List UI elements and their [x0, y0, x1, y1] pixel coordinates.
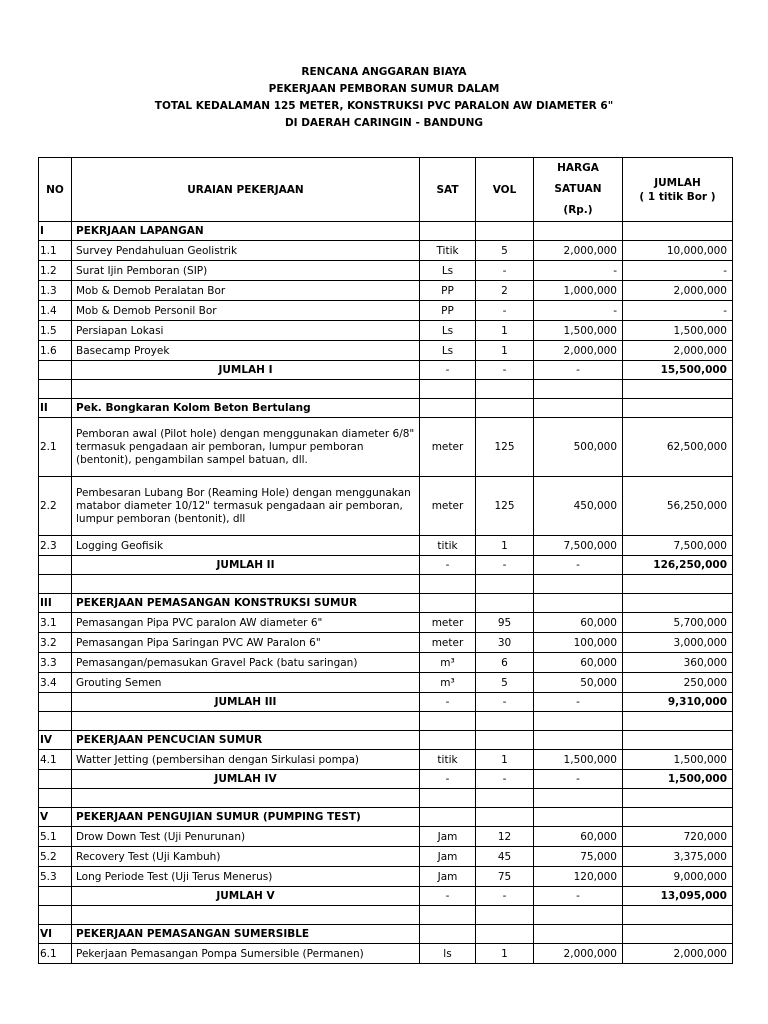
item-number: 1.1 — [39, 241, 72, 261]
empty-cell — [534, 712, 623, 731]
item-number: 1.5 — [39, 321, 72, 341]
item-unit: Jam — [420, 847, 476, 867]
item-description: Persiapan Lokasi — [72, 321, 420, 341]
item-number: 1.3 — [39, 281, 72, 301]
spacer-row — [39, 380, 733, 399]
item-unit-price: - — [534, 261, 623, 281]
item-description: Logging Geofisik — [72, 536, 420, 556]
item-volume: - — [476, 261, 534, 281]
item-unit: Jam — [420, 827, 476, 847]
item-volume: 1 — [476, 944, 534, 964]
empty-cell — [72, 789, 420, 808]
item-volume: - — [476, 301, 534, 321]
item-unit: titik — [420, 536, 476, 556]
section-title: PEKERJAAN PEMASANGAN KONSTRUKSI SUMUR — [72, 594, 420, 613]
item-description: Grouting Semen — [72, 673, 420, 693]
section-total-vol: - — [476, 361, 534, 380]
item-total: 720,000 — [623, 827, 733, 847]
item-unit: titik — [420, 750, 476, 770]
empty-cell — [476, 575, 534, 594]
table-row — [39, 418, 733, 477]
item-description: Long Periode Test (Uji Terus Menerus) — [72, 867, 420, 887]
section-total-label: JUMLAH I — [72, 361, 420, 380]
item-unit: Titik — [420, 241, 476, 261]
item-number: 2.3 — [39, 536, 72, 556]
empty-cell — [534, 399, 623, 418]
empty-cell — [39, 712, 72, 731]
table-row — [39, 613, 733, 633]
empty-cell — [623, 731, 733, 750]
item-unit: meter — [420, 477, 476, 536]
item-unit-price: 50,000 — [534, 673, 623, 693]
empty-cell — [623, 575, 733, 594]
empty-cell — [39, 556, 72, 575]
section-number: V — [39, 808, 72, 827]
header-harga-line-2: SATUAN — [554, 183, 602, 195]
table-header-row — [39, 158, 733, 222]
item-unit: PP — [420, 301, 476, 321]
item-unit: Jam — [420, 867, 476, 887]
item-number: 3.2 — [39, 633, 72, 653]
spacer-row — [39, 906, 733, 925]
item-total: 3,375,000 — [623, 847, 733, 867]
section-header-row — [39, 399, 733, 418]
section-total-amount: 126,250,000 — [623, 556, 733, 575]
empty-cell — [534, 808, 623, 827]
empty-cell — [476, 222, 534, 241]
empty-cell — [534, 575, 623, 594]
empty-cell — [623, 380, 733, 399]
section-total-amount: 15,500,000 — [623, 361, 733, 380]
table-row — [39, 847, 733, 867]
section-total-row — [39, 361, 733, 380]
header-harga-line-1: HARGA — [557, 162, 599, 174]
section-total-row — [39, 693, 733, 712]
item-total: 2,000,000 — [623, 341, 733, 361]
item-total: - — [623, 301, 733, 321]
header-sat: SAT — [420, 158, 476, 222]
section-number: III — [39, 594, 72, 613]
section-total-row — [39, 887, 733, 906]
title-line-2: PEKERJAAN PEMBORAN SUMUR DALAM — [268, 83, 500, 95]
section-title: PEKRJAAN LAPANGAN — [72, 222, 420, 241]
empty-cell — [534, 380, 623, 399]
empty-cell — [534, 222, 623, 241]
item-total: 3,000,000 — [623, 633, 733, 653]
item-unit-price: 450,000 — [534, 477, 623, 536]
section-total-label: JUMLAH V — [72, 887, 420, 906]
empty-cell — [420, 380, 476, 399]
title-line-4: DI DAERAH CARINGIN - BANDUNG — [284, 117, 484, 129]
item-number: 2.2 — [39, 477, 72, 536]
item-description: Pembesaran Lubang Bor (Reaming Hole) dengan menggunakan matabor diameter 10/12" termasuk pengadaan air pemboran, lumpur pemboran (bentonit), dll — [72, 477, 420, 536]
item-unit-price: 500,000 — [534, 418, 623, 477]
empty-cell — [39, 361, 72, 380]
item-volume: 30 — [476, 633, 534, 653]
empty-cell — [420, 808, 476, 827]
section-total-sat: - — [420, 887, 476, 906]
item-volume: 2 — [476, 281, 534, 301]
item-number: 5.1 — [39, 827, 72, 847]
item-unit-price: 1,000,000 — [534, 281, 623, 301]
item-total: 2,000,000 — [623, 281, 733, 301]
item-unit-price: - — [534, 301, 623, 321]
header-harga — [534, 158, 623, 222]
empty-cell — [39, 789, 72, 808]
item-description: Mob & Demob Peralatan Bor — [72, 281, 420, 301]
table-row — [39, 944, 733, 964]
section-total-harga: - — [534, 361, 623, 380]
empty-cell — [420, 906, 476, 925]
empty-cell — [476, 789, 534, 808]
item-volume: 12 — [476, 827, 534, 847]
section-total-harga: - — [534, 693, 623, 712]
section-header-row — [39, 731, 733, 750]
section-total-vol: - — [476, 887, 534, 906]
item-unit-price: 2,000,000 — [534, 241, 623, 261]
item-total: - — [623, 261, 733, 281]
section-total-sat: - — [420, 770, 476, 789]
section-total-row — [39, 556, 733, 575]
section-total-harga: - — [534, 887, 623, 906]
table-row — [39, 301, 733, 321]
item-description: Mob & Demob Personil Bor — [72, 301, 420, 321]
empty-cell — [534, 731, 623, 750]
item-unit-price: 2,000,000 — [534, 944, 623, 964]
empty-cell — [39, 380, 72, 399]
header-jumlah — [623, 158, 733, 222]
empty-cell — [534, 789, 623, 808]
header-harga-line-3: (Rp.) — [563, 204, 593, 216]
empty-cell — [534, 925, 623, 944]
item-description: Pekerjaan Pemasangan Pompa Sumersible (Permanen) — [72, 944, 420, 964]
section-total-vol: - — [476, 770, 534, 789]
item-total: 62,500,000 — [623, 418, 733, 477]
item-description: Survey Pendahuluan Geolistrik — [72, 241, 420, 261]
item-volume: 1 — [476, 750, 534, 770]
section-number: VI — [39, 925, 72, 944]
item-number: 1.6 — [39, 341, 72, 361]
table-row — [39, 633, 733, 653]
spacer-row — [39, 712, 733, 731]
item-volume: 1 — [476, 341, 534, 361]
empty-cell — [420, 712, 476, 731]
empty-cell — [420, 575, 476, 594]
spacer-row — [39, 789, 733, 808]
item-unit: Ls — [420, 261, 476, 281]
item-total: 1,500,000 — [623, 750, 733, 770]
empty-cell — [476, 712, 534, 731]
item-number: 3.3 — [39, 653, 72, 673]
empty-cell — [420, 399, 476, 418]
section-total-amount: 1,500,000 — [623, 770, 733, 789]
item-total: 7,500,000 — [623, 536, 733, 556]
section-total-amount: 9,310,000 — [623, 693, 733, 712]
header-vol: VOL — [476, 158, 534, 222]
item-unit: m³ — [420, 653, 476, 673]
item-number: 6.1 — [39, 944, 72, 964]
section-header-row — [39, 594, 733, 613]
empty-cell — [420, 731, 476, 750]
item-description: Watter Jetting (pembersihan dengan Sirkulasi pompa) — [72, 750, 420, 770]
item-total: 1,500,000 — [623, 321, 733, 341]
empty-cell — [39, 887, 72, 906]
empty-cell — [476, 808, 534, 827]
item-volume: 45 — [476, 847, 534, 867]
section-total-row — [39, 770, 733, 789]
empty-cell — [623, 789, 733, 808]
item-volume: 75 — [476, 867, 534, 887]
item-unit: m³ — [420, 673, 476, 693]
section-total-vol: - — [476, 693, 534, 712]
table-row — [39, 653, 733, 673]
item-unit-price: 100,000 — [534, 633, 623, 653]
section-total-amount: 13,095,000 — [623, 887, 733, 906]
section-total-harga: - — [534, 556, 623, 575]
table-row — [39, 261, 733, 281]
item-description: Pemasangan/pemasukan Gravel Pack (batu saringan) — [72, 653, 420, 673]
section-total-sat: - — [420, 693, 476, 712]
empty-cell — [623, 222, 733, 241]
item-total: 250,000 — [623, 673, 733, 693]
item-description: Pemasangan Pipa PVC paralon AW diameter 6" — [72, 613, 420, 633]
empty-cell — [39, 575, 72, 594]
table-row — [39, 673, 733, 693]
empty-cell — [39, 906, 72, 925]
item-volume: 6 — [476, 653, 534, 673]
empty-cell — [420, 594, 476, 613]
empty-cell — [623, 808, 733, 827]
item-unit-price: 7,500,000 — [534, 536, 623, 556]
item-total: 5,700,000 — [623, 613, 733, 633]
item-number: 3.1 — [39, 613, 72, 633]
item-unit: meter — [420, 418, 476, 477]
section-title: PEKERJAAN PENCUCIAN SUMUR — [72, 731, 420, 750]
empty-cell — [476, 906, 534, 925]
empty-cell — [534, 594, 623, 613]
empty-cell — [72, 906, 420, 925]
item-number: 5.2 — [39, 847, 72, 867]
document-title-block — [0, 64, 768, 132]
item-description: Surat Ijin Pemboran (SIP) — [72, 261, 420, 281]
item-description: Recovery Test (Uji Kambuh) — [72, 847, 420, 867]
section-total-vol: - — [476, 556, 534, 575]
item-volume: 95 — [476, 613, 534, 633]
item-unit-price: 75,000 — [534, 847, 623, 867]
empty-cell — [476, 399, 534, 418]
item-total: 9,000,000 — [623, 867, 733, 887]
section-header-row — [39, 925, 733, 944]
empty-cell — [623, 925, 733, 944]
table-row — [39, 281, 733, 301]
item-unit-price: 120,000 — [534, 867, 623, 887]
empty-cell — [72, 380, 420, 399]
item-total: 360,000 — [623, 653, 733, 673]
item-description: Drow Down Test (Uji Penurunan) — [72, 827, 420, 847]
empty-cell — [534, 906, 623, 925]
item-number: 1.2 — [39, 261, 72, 281]
section-title: PEKERJAAN PEMASANGAN SUMERSIBLE — [72, 925, 420, 944]
item-unit-price: 60,000 — [534, 613, 623, 633]
item-number: 4.1 — [39, 750, 72, 770]
spacer-row — [39, 575, 733, 594]
table-row — [39, 867, 733, 887]
item-volume: 125 — [476, 477, 534, 536]
title-line-3: TOTAL KEDALAMAN 125 METER, KONSTRUKSI PVC PARALON AW DIAMETER 6" — [154, 100, 614, 112]
item-unit: PP — [420, 281, 476, 301]
empty-cell — [623, 594, 733, 613]
header-no: NO — [39, 158, 72, 222]
item-unit: meter — [420, 613, 476, 633]
item-unit-price: 1,500,000 — [534, 750, 623, 770]
item-number: 1.4 — [39, 301, 72, 321]
item-unit-price: 1,500,000 — [534, 321, 623, 341]
item-unit: ls — [420, 944, 476, 964]
empty-cell — [476, 925, 534, 944]
item-total: 56,250,000 — [623, 477, 733, 536]
table-row — [39, 827, 733, 847]
section-total-label: JUMLAH IV — [72, 770, 420, 789]
section-number: I — [39, 222, 72, 241]
section-number: IV — [39, 731, 72, 750]
empty-cell — [420, 789, 476, 808]
item-volume: 5 — [476, 673, 534, 693]
section-total-sat: - — [420, 361, 476, 380]
empty-cell — [623, 399, 733, 418]
section-title: Pek. Bongkaran Kolom Beton Bertulang — [72, 399, 420, 418]
empty-cell — [420, 925, 476, 944]
section-total-label: JUMLAH II — [72, 556, 420, 575]
item-number: 2.1 — [39, 418, 72, 477]
empty-cell — [623, 906, 733, 925]
empty-cell — [476, 731, 534, 750]
item-volume: 1 — [476, 536, 534, 556]
item-volume: 125 — [476, 418, 534, 477]
item-description: Pemasangan Pipa Saringan PVC AW Paralon 6" — [72, 633, 420, 653]
header-jumlah-line-2: ( 1 titik Bor ) — [639, 190, 716, 203]
item-total: 2,000,000 — [623, 944, 733, 964]
item-unit-price: 60,000 — [534, 827, 623, 847]
budget-table — [38, 157, 733, 964]
table-row — [39, 536, 733, 556]
table-row — [39, 341, 733, 361]
item-unit: Ls — [420, 321, 476, 341]
title-line-1: RENCANA ANGGARAN BIAYA — [301, 66, 467, 78]
empty-cell — [39, 770, 72, 789]
item-description: Pemboran awal (Pilot hole) dengan menggunakan diameter 6/8" termasuk pengadaan air pemboran, lumpur pemboran (bentonit), pengambilan sampel batuan, dll. — [72, 418, 420, 477]
table-row — [39, 321, 733, 341]
empty-cell — [420, 222, 476, 241]
section-total-label: JUMLAH III — [72, 693, 420, 712]
table-row — [39, 241, 733, 261]
section-total-harga: - — [534, 770, 623, 789]
header-jumlah-line-1: JUMLAH — [654, 176, 701, 189]
item-unit-price: 60,000 — [534, 653, 623, 673]
empty-cell — [623, 712, 733, 731]
section-header-row — [39, 808, 733, 827]
empty-cell — [72, 575, 420, 594]
section-total-sat: - — [420, 556, 476, 575]
item-number: 3.4 — [39, 673, 72, 693]
header-uraian: URAIAN PEKERJAAN — [72, 158, 420, 222]
item-number: 5.3 — [39, 867, 72, 887]
item-unit: meter — [420, 633, 476, 653]
item-volume: 5 — [476, 241, 534, 261]
table-row — [39, 477, 733, 536]
empty-cell — [72, 712, 420, 731]
section-header-row — [39, 222, 733, 241]
item-description: Basecamp Proyek — [72, 341, 420, 361]
item-volume: 1 — [476, 321, 534, 341]
item-unit: Ls — [420, 341, 476, 361]
table-row — [39, 750, 733, 770]
empty-cell — [476, 594, 534, 613]
section-number: II — [39, 399, 72, 418]
empty-cell — [476, 380, 534, 399]
item-total: 10,000,000 — [623, 241, 733, 261]
section-title: PEKERJAAN PENGUJIAN SUMUR (PUMPING TEST) — [72, 808, 420, 827]
empty-cell — [39, 693, 72, 712]
item-unit-price: 2,000,000 — [534, 341, 623, 361]
